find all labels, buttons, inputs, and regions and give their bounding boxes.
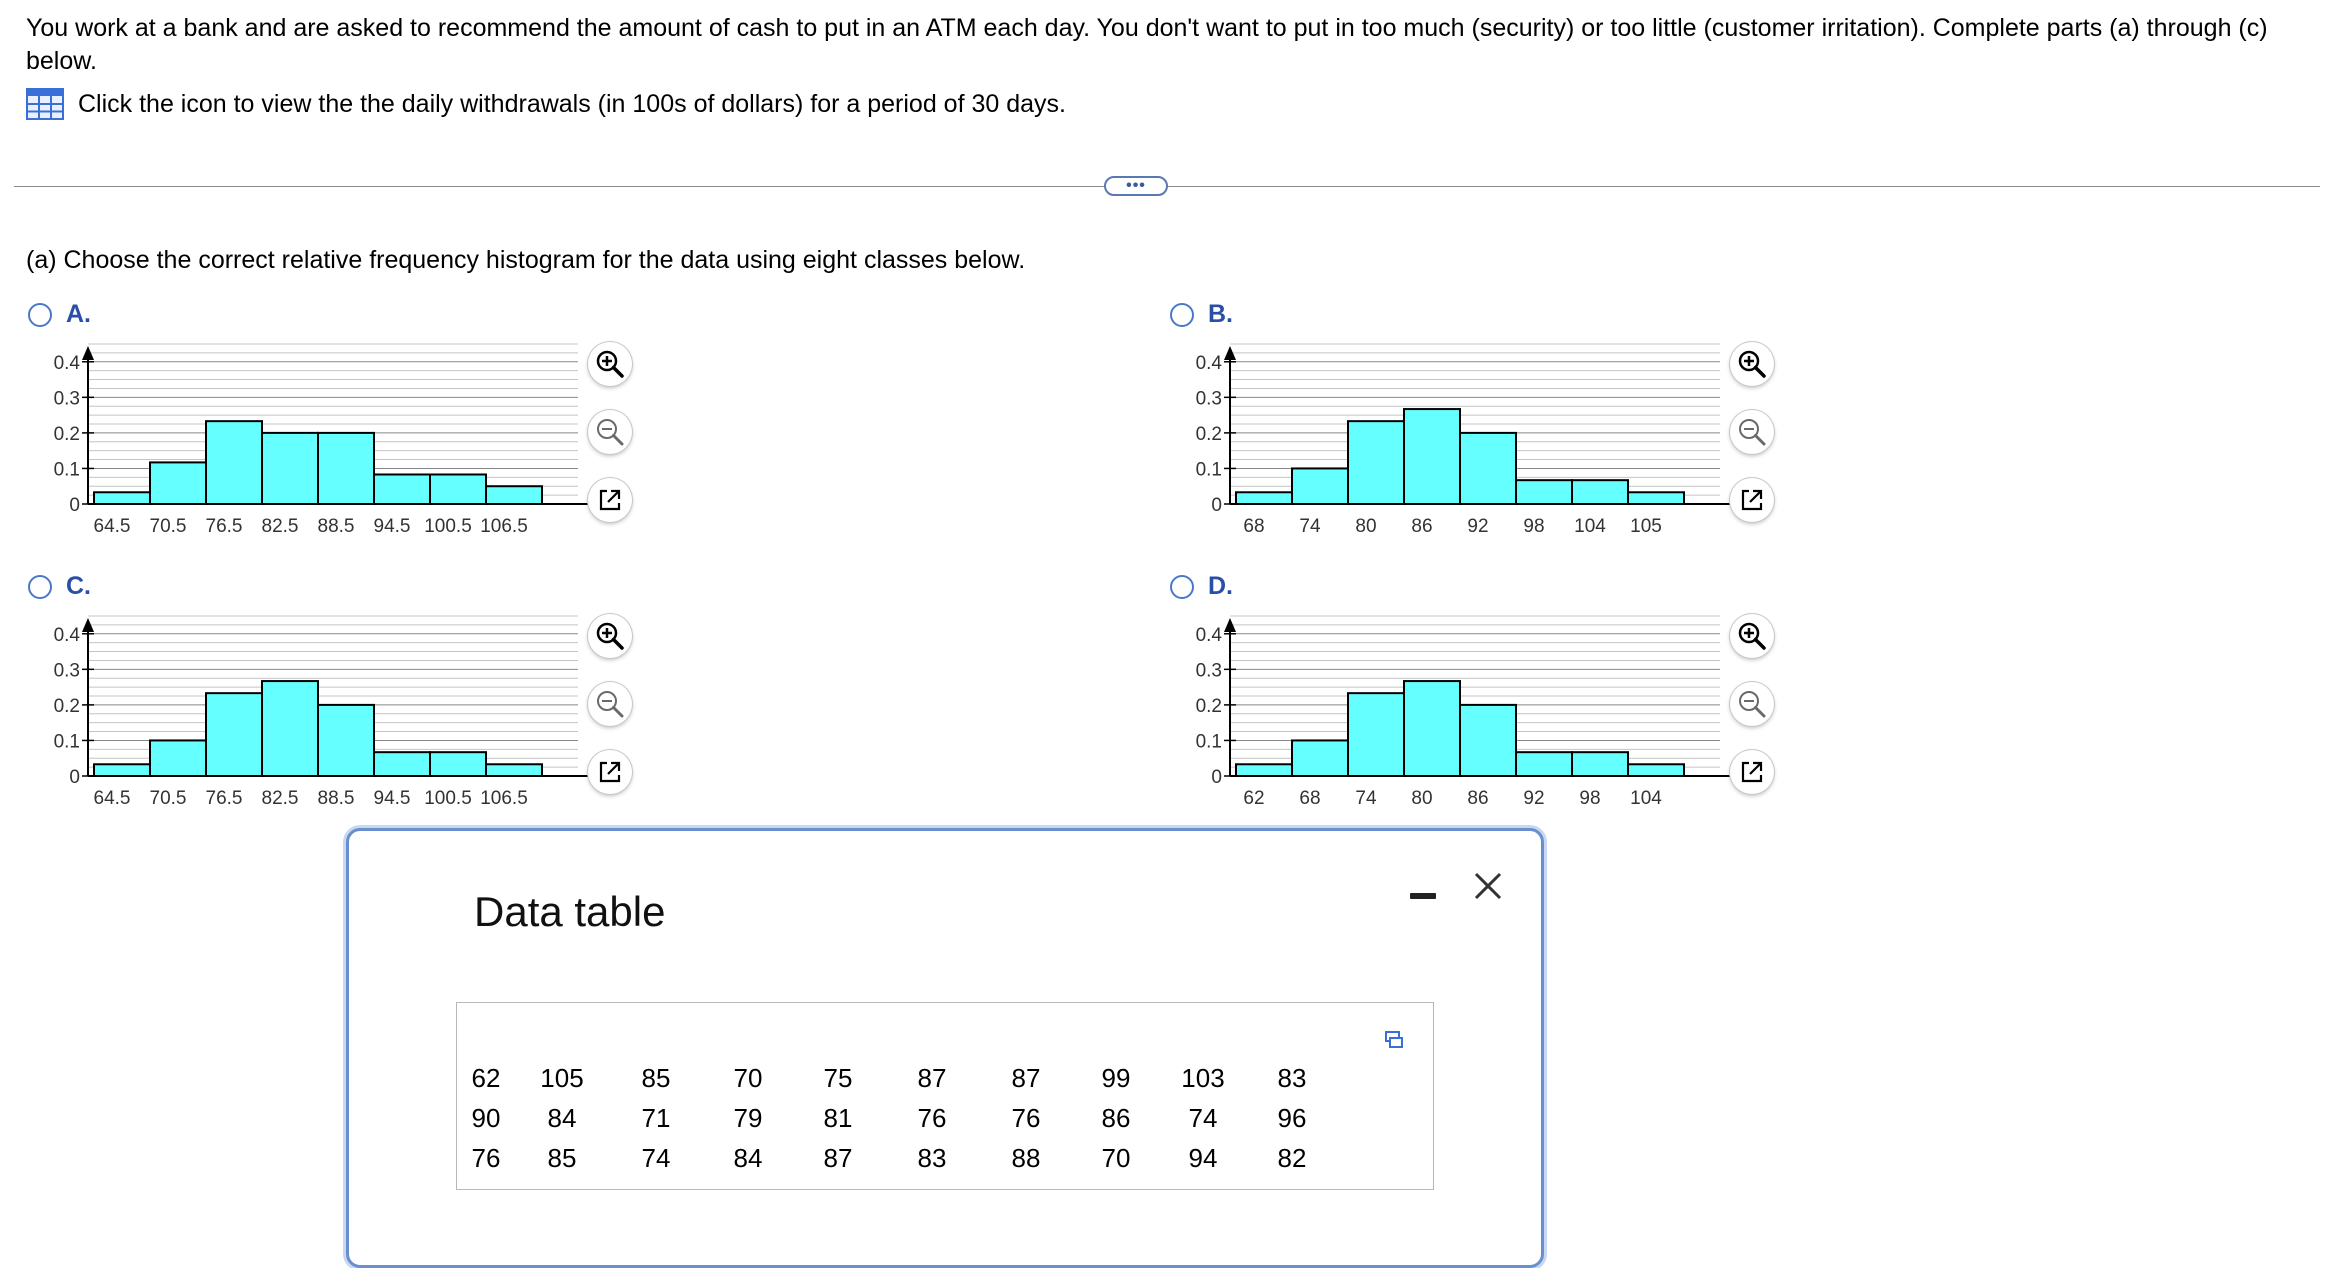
table-cell: 75 [823,1062,853,1093]
y-tick-label: 0.3 [1195,660,1222,682]
y-tick-label: 0.1 [53,731,80,753]
y-tick-label: 0 [1211,495,1222,516]
histogram-bar [94,492,150,504]
y-tick-label: 0 [1211,767,1222,788]
y-tick-label: 0.2 [53,423,80,445]
table-cell: 99 [1101,1062,1131,1093]
x-tick-label: 100.5 [424,516,472,537]
histogram-bar [94,764,150,776]
table-cell: 82 [1277,1142,1307,1173]
table-cell: 90 [471,1102,501,1133]
table-cell: 85 [641,1062,671,1093]
zoom-out-icon[interactable] [1730,410,1774,454]
y-tick-label: 0.2 [1195,423,1222,445]
table-cell: 70 [1101,1142,1131,1173]
histogram-bar [318,433,374,504]
x-tick-label: 86 [1411,516,1433,537]
y-tick-label: 0.3 [1195,388,1222,410]
table-cell: 74 [1188,1102,1218,1133]
histogram-bar [1236,764,1292,776]
table-cell: 83 [917,1142,947,1173]
zoom-out-icon[interactable] [1730,682,1774,726]
data-table [456,1058,1338,1178]
histogram-bar [1516,480,1572,504]
y-tick-label: 0.3 [53,388,80,410]
histogram-bar [150,740,206,776]
histogram-b [1172,340,1742,540]
table-cell: 103 [1181,1062,1225,1093]
open-in-new-icon[interactable] [588,478,632,522]
table-cell: 105 [540,1062,584,1093]
table-cell: 76 [917,1102,947,1133]
table-cell: 84 [733,1142,763,1173]
histogram-bar [1460,433,1516,504]
x-tick-label: 68 [1243,516,1265,537]
x-tick-label: 92 [1467,516,1489,537]
y-tick-label: 0 [69,495,80,516]
part-a-prompt: (a) Choose the correct relative frequency histogram for the data using eight classes below. [26,246,1026,274]
table-row [456,1098,1338,1138]
open-in-new-icon[interactable] [1730,478,1774,522]
y-tick-label: 0.2 [1195,695,1222,717]
table-cell: 94 [1188,1142,1218,1173]
histogram-bar [318,705,374,776]
x-tick-label: 80 [1355,516,1377,537]
x-tick-label: 82.5 [261,516,299,537]
table-cell: 70 [733,1062,763,1093]
x-tick-label: 88.5 [317,516,355,537]
y-tick-label: 0.1 [1195,731,1222,753]
x-tick-label: 94.5 [373,788,411,809]
histogram-bar [1348,693,1404,776]
table-cell: 88 [1011,1142,1041,1173]
x-tick-label: 104 [1630,788,1662,809]
zoom-in-icon[interactable] [588,342,632,386]
histogram-bar [262,433,318,504]
y-tick-label: 0.4 [1195,352,1222,374]
x-tick-label: 82.5 [261,788,299,809]
table-cell: 86 [1101,1102,1131,1133]
histogram-bar [1404,681,1460,776]
x-tick-label: 74 [1355,788,1377,809]
y-tick-label: 0.4 [53,352,80,374]
table-cell: 83 [1277,1062,1307,1093]
histogram-bar [1404,409,1460,504]
data-link-row[interactable] [26,86,1066,122]
histogram-bar [262,681,318,776]
histogram-bar [206,421,262,504]
zoom-out-icon[interactable] [588,410,632,454]
modal-title: Data table [474,888,666,935]
table-cell: 76 [1011,1102,1041,1133]
x-tick-label: 106.5 [480,516,528,537]
x-tick-label: 88.5 [317,788,355,809]
table-row [456,1138,1338,1178]
option-a[interactable] [28,300,91,329]
x-tick-label: 76.5 [205,788,243,809]
table-grid-icon[interactable] [26,88,64,120]
histogram-c [30,612,600,812]
histogram-bar [1628,492,1684,504]
x-tick-label: 106.5 [480,788,528,809]
histogram-bar [1572,752,1628,776]
open-in-new-icon[interactable] [588,750,632,794]
option-d-radio[interactable] [1170,575,1194,599]
x-tick-label: 80 [1411,788,1433,809]
option-c[interactable] [28,572,91,601]
histogram-bar [1516,752,1572,776]
option-b[interactable] [1170,300,1233,329]
y-tick-label: 0.1 [53,459,80,481]
table-row [456,1058,1338,1098]
zoom-in-icon[interactable] [1730,342,1774,386]
option-c-radio[interactable] [28,575,52,599]
histogram-bar [430,752,486,776]
x-tick-label: 64.5 [93,516,131,537]
y-tick-label: 0.4 [53,624,80,646]
copy-icon[interactable] [1384,1030,1404,1050]
zoom-in-icon[interactable] [1730,614,1774,658]
question-text: You work at a bank and are asked to recommend the amount of cash to put in an ATM each day. You don't want to put in too much (security) or too little (customer irritation). Complete parts (a) through (c) below. [26,14,2268,75]
table-cell: 79 [733,1102,763,1133]
x-tick-label: 70.5 [149,788,187,809]
y-tick-label: 0.2 [53,695,80,717]
histogram-bar [430,474,486,504]
x-tick-label: 64.5 [93,788,131,809]
table-cell: 62 [471,1062,501,1093]
histogram-bar [1292,468,1348,504]
table-cell: 87 [1011,1062,1041,1093]
histogram-bar [1460,705,1516,776]
histogram-a [30,340,600,540]
zoom-in-icon[interactable] [588,614,632,658]
table-cell: 71 [641,1102,671,1133]
open-in-new-icon[interactable] [1730,750,1774,794]
x-tick-label: 98 [1523,516,1545,537]
x-tick-label: 68 [1299,788,1321,809]
histogram-d [1172,612,1742,812]
y-tick-label: 0.1 [1195,459,1222,481]
option-d-label: D. [1208,572,1233,600]
x-tick-label: 98 [1579,788,1601,809]
table-cell: 87 [917,1062,947,1093]
option-b-radio[interactable] [1170,303,1194,327]
option-a-label: A. [66,300,91,328]
histogram-bar [374,474,430,504]
histogram-bar [486,486,542,504]
x-tick-label: 105 [1630,516,1662,537]
y-tick-label: 0.4 [1195,624,1222,646]
minimize-icon[interactable] [1408,880,1438,910]
x-tick-label: 104 [1574,516,1606,537]
option-c-label: C. [66,572,91,600]
expand-button[interactable]: ••• [1104,176,1168,196]
x-tick-label: 70.5 [149,516,187,537]
x-tick-label: 86 [1467,788,1489,809]
histogram-bar [1348,421,1404,504]
y-tick-label: 0.3 [53,660,80,682]
table-cell: 96 [1277,1102,1307,1133]
option-a-radio[interactable] [28,303,52,327]
histogram-bar [1628,764,1684,776]
x-tick-label: 74 [1299,516,1321,537]
histogram-bar [206,693,262,776]
table-cell: 84 [547,1102,577,1133]
option-d[interactable] [1170,572,1233,601]
table-cell: 81 [823,1102,853,1133]
histogram-bar [374,752,430,776]
y-tick-label: 0 [69,767,80,788]
histogram-bar [1572,480,1628,504]
table-cell: 85 [547,1142,577,1173]
x-tick-label: 100.5 [424,788,472,809]
data-link-text[interactable]: Click the icon to view the the daily withdrawals (in 100s of dollars) for a period of 30 days. [78,89,1066,118]
table-cell: 76 [471,1142,501,1173]
zoom-out-icon[interactable] [588,682,632,726]
histogram-bar [1236,492,1292,504]
close-icon[interactable] [1468,866,1508,906]
x-tick-label: 92 [1523,788,1545,809]
option-b-label: B. [1208,300,1233,328]
histogram-bar [486,764,542,776]
x-tick-label: 76.5 [205,516,243,537]
table-cell: 87 [823,1142,853,1173]
table-cell: 74 [641,1142,671,1173]
x-tick-label: 62 [1243,788,1265,809]
histogram-bar [1292,740,1348,776]
histogram-bar [150,462,206,504]
x-tick-label: 94.5 [373,516,411,537]
